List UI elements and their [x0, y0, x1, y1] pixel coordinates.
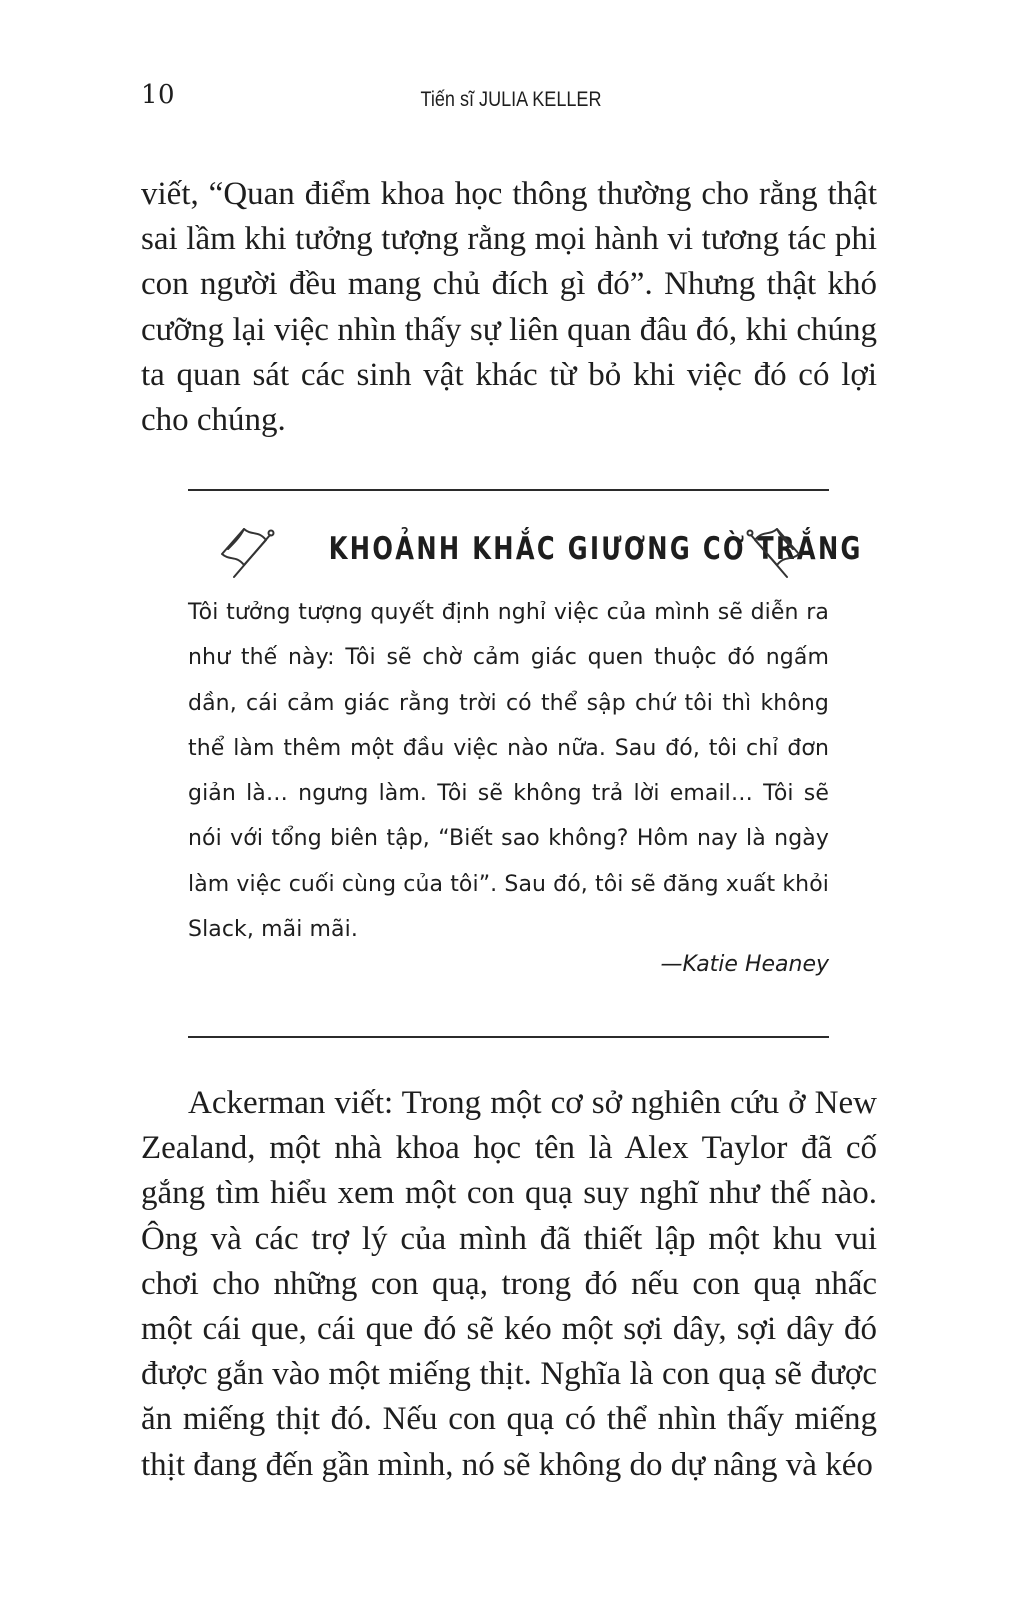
- white-flag-icon: [212, 523, 278, 581]
- page-number: 10: [141, 80, 176, 110]
- sidebar-box-quote: Tôi tưởng tượng quyết định nghỉ việc của mình sẽ diễn ra như thế này: Tôi sẽ chờ cảm giác quen thuộc đó ngấm dần, cái cảm giác rằng trời có thể sập chứ tôi thì không thể làm thêm một đầu việc nào nữa. Sau đó, tôi chỉ đơn giản là… ngưng làm. Tôi sẽ không trả lời email… Tôi sẽ nói với tổng biên tập, “Biết sao không? Hôm nay là ngày làm việc cuối cùng của tôi”. Sau đó, tôi sẽ đăng xuất khỏi Slack, mãi mãi.: [188, 600, 829, 943]
- sidebar-box-header: [188, 523, 863, 583]
- sidebar-box-title: KHOẢNH KHẮC GIƯƠNG CỜ TRẮNG: [328, 531, 863, 567]
- sidebar-box-attribution: —Katie Heaney: [660, 952, 829, 977]
- body-paragraph: viết, “Quan điểm khoa học thông thường cho rằng thật sai lầm khi tưởng tượng rằng mọi hành vi tương tác phi con người đều mang chủ đích gì đó”. Nhưng thật khó cưỡng lại việc nhìn thấy sự liên quan đâu đó, khi chúng ta quan sát các sinh vật khác từ bỏ khi việc đó có lợi cho chúng.: [141, 176, 877, 439]
- box-top-rule: [188, 489, 829, 491]
- box-bottom-rule: [188, 1036, 829, 1038]
- body-paragraph: Ackerman viết: Trong một cơ sở nghiên cứu ở New Zealand, một nhà khoa học tên là Alex Taylor đã cố gắng tìm hiểu xem một con quạ suy nghĩ như thế nào. Ông và các trợ lý của mình đã thiết lập một khu vui chơi cho những con quạ, trong đó nếu con quạ nhấc một cái que, cái que đó sẽ kéo một sợi dây, sợi dây đó được gắn vào một miếng thịt. Nghĩa là con quạ sẽ được ăn miếng thịt đó. Nếu con quạ có thể nhìn thấy miếng thịt đang đến gần mình, nó sẽ không do dự nâng và kéo: [141, 1085, 877, 1483]
- white-flag-icon: [743, 523, 809, 581]
- running-header: Tiến sĩ JULIA KELLER: [420, 88, 602, 111]
